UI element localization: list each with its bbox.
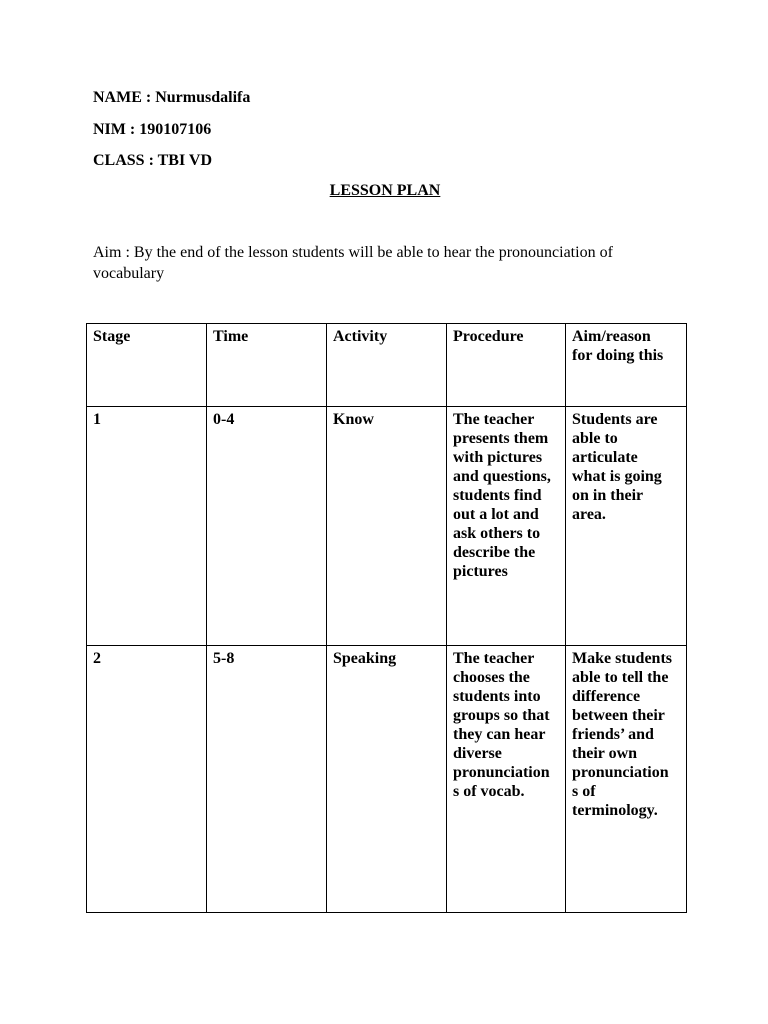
cell-time: 5-8	[207, 646, 327, 913]
cell-activity: Speaking	[327, 646, 447, 913]
lesson-plan-table	[86, 323, 687, 913]
cell-time: 0-4	[207, 407, 327, 646]
cell-stage: 2	[87, 646, 207, 913]
student-name: NAME : Nurmusdalifa	[93, 89, 251, 106]
student-nim: NIM : 190107106	[93, 121, 212, 138]
header-time: Time	[207, 324, 327, 407]
header-activity: Activity	[327, 324, 447, 407]
student-class: CLASS : TBI VD	[93, 152, 213, 169]
page-title: LESSON PLAN	[329, 182, 441, 199]
cell-procedure: The teacher presents them with pictures and questions, students find out a lot and ask others to describe the pictures	[447, 407, 566, 646]
table-row	[87, 407, 687, 646]
cell-stage: 1	[87, 407, 207, 646]
table-header-row	[87, 324, 687, 407]
cell-activity: Know	[327, 407, 447, 646]
lesson-aim: Aim : By the end of the lesson students will be able to hear the pronounciation of vocabulary	[93, 244, 613, 282]
cell-aim: Make students able to tell the difference between their friends’ and their own pronunciation s of terminology.	[566, 646, 687, 913]
table-row	[87, 646, 687, 913]
header-stage: Stage	[87, 324, 207, 407]
cell-procedure: The teacher chooses the students into groups so that they can hear diverse pronunciation s of vocab.	[447, 646, 566, 913]
header-procedure: Procedure	[447, 324, 566, 407]
cell-aim: Students are able to articulate what is going on in their area.	[566, 407, 687, 646]
header-aim-reason: Aim/reason for doing this	[566, 324, 687, 407]
